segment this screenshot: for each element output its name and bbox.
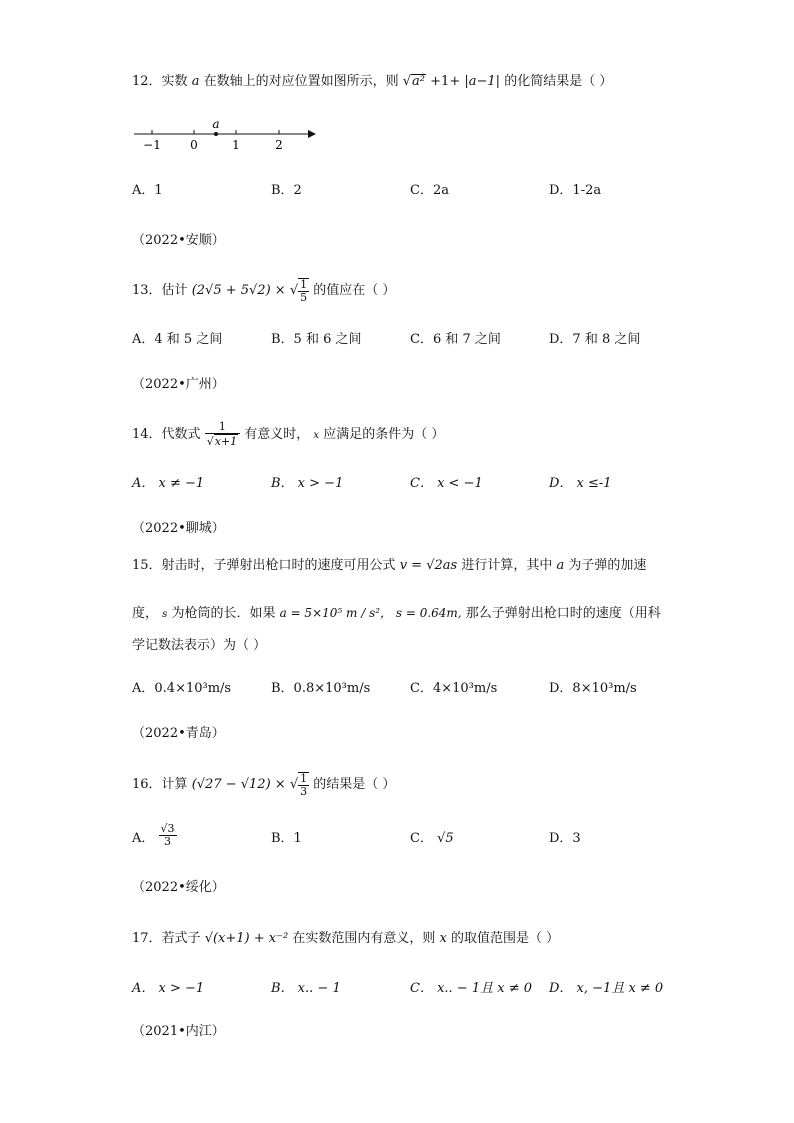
q15-line1-end: 为子弹的加速 <box>568 558 647 573</box>
q17-option-d: D． x, −1且 x ≠ 0 <box>549 981 664 996</box>
question-17-stem <box>132 929 559 949</box>
q14-frac-num: 1 <box>205 421 240 434</box>
q15-line1-suffix: 进行计算，其中 <box>461 558 553 573</box>
q13-option-b: B．5 和 6 之间 <box>271 332 362 347</box>
q16-option-a-num: √3 <box>160 822 175 835</box>
q15-options <box>132 679 692 699</box>
q14-option-b: B． x > −1 <box>271 476 344 491</box>
q12-mid: 在数轴上的对应位置如图所示，则 <box>203 74 399 89</box>
q16-option-a-frac <box>159 823 177 848</box>
q14-options <box>132 474 692 494</box>
q12-option-b: B．2 <box>271 183 302 198</box>
q16-prefix: 16．计算 <box>132 777 188 792</box>
q15-line3: 学记数法表示）为（ ） <box>132 638 267 653</box>
q12-number-line <box>132 116 322 156</box>
q13-sqrt-frac: √ $\frac{1}{5}$ <box>289 277 308 304</box>
q15-formula: v = √2as <box>399 558 458 573</box>
q12-suffix: 的化简结果是（ ） <box>504 74 613 89</box>
q16-option-b: B．1 <box>271 831 302 846</box>
q16-option-d: D．3 <box>549 831 581 846</box>
q16-suffix: 的结果是（ ） <box>313 777 396 792</box>
q12-options <box>132 181 692 201</box>
q13-prefix: 13．估计 <box>132 283 188 298</box>
q14-source: （2022•聊城） <box>132 521 225 536</box>
q15-option-c: C．4×10³m/s <box>410 681 498 696</box>
q12-prefix: 12．实数 <box>132 74 188 89</box>
q13-suffix: 的值应在（ ） <box>313 283 396 298</box>
q13-option-a: A．4 和 5 之间 <box>132 332 223 347</box>
question-13-stem <box>132 276 395 306</box>
q16-option-a-den: 3 <box>164 835 172 848</box>
q14-suffix: 应满足的条件为（ ） <box>323 427 445 442</box>
q15-option-a: A．0.4×10³m/s <box>132 681 232 696</box>
numberline-tick-0: 0 <box>190 138 198 152</box>
q16-option-c-label: C． <box>410 831 433 846</box>
q17-source: （2021•内江） <box>132 1024 225 1039</box>
q17-mid: 在实数范围内有意义，则 <box>292 931 436 946</box>
q12-option-c: C．2a <box>410 183 449 198</box>
q16-sqrt-frac: √ $\frac{1}{3}$ <box>289 771 308 798</box>
question-12-stem <box>132 72 612 92</box>
q15-given: a = 5×10⁵ m / s²， s = 0.64m, <box>279 606 462 620</box>
numberline-point-label: a <box>212 117 220 131</box>
q17-options <box>132 979 692 999</box>
q14-mid: 有意义时， <box>244 427 310 442</box>
question-15-line3 <box>132 636 266 656</box>
q15-var-a: a <box>556 558 565 573</box>
q17-expr: √(x+1) + x⁻² <box>204 931 289 946</box>
q15-line2-prefix: 度， <box>132 606 159 621</box>
q12-option-a: A．1 <box>132 183 163 198</box>
question-14-stem <box>132 420 444 451</box>
q17-option-c: C． x.. − 1且 x ≠ 0 <box>410 981 532 996</box>
q13-frac-den: 5 <box>300 290 308 304</box>
q15-line2-mid: 为枪筒的长．如果 <box>171 606 276 621</box>
q13-option-c: C．6 和 7 之间 <box>410 332 501 347</box>
q13-expr: (2√5 + 5√2) × <box>191 283 286 298</box>
q16-option-a <box>132 822 177 849</box>
q15-line1-prefix: 15．射击时，子弹射出枪口时的速度可用公式 <box>132 558 396 573</box>
q15-option-b: B．0.8×10³m/s <box>271 681 371 696</box>
q14-frac <box>205 421 240 449</box>
q13-frac-num: 1 <box>300 277 308 291</box>
q16-option-c <box>410 829 454 849</box>
q13-options <box>132 330 692 350</box>
q12-sqrt: √a² <box>402 74 426 89</box>
q17-option-b: B． x.. − 1 <box>271 981 341 996</box>
q17-suffix: 的取值范围是（ ） <box>450 931 560 946</box>
q12-abs: |a−1| <box>464 74 501 89</box>
numberline-tick-1: 1 <box>232 138 240 152</box>
q15-line2-suffix: 那么子弹射出枪口时的速度（用科 <box>465 606 661 621</box>
q15-option-d: D．8×10³m/s <box>549 681 637 696</box>
q16-frac-den: 3 <box>300 784 308 798</box>
q12-sqrt-content: a² <box>412 74 426 89</box>
q17-option-a: A． x > −1 <box>132 981 205 996</box>
q14-option-c: C． x < −1 <box>410 476 483 491</box>
q13-source: （2022•广州） <box>132 377 225 392</box>
numberline-tick-2: 2 <box>275 138 283 152</box>
q12-source: （2022•安顺） <box>132 233 225 248</box>
q15-source: （2022•青岛） <box>132 726 225 741</box>
q14-prefix: 14．代数式 <box>132 427 201 442</box>
q17-prefix: 17．若式子 <box>132 931 201 946</box>
question-16-stem <box>132 770 395 800</box>
q14-frac-den-wrap: √x+1 <box>206 434 238 448</box>
q14-option-a: A． x ≠ −1 <box>132 476 205 491</box>
numberline-tick-m1: −1 <box>143 138 161 152</box>
q16-source: （2022•绥化） <box>132 880 225 895</box>
q16-options <box>132 822 692 859</box>
q16-frac-num: 1 <box>300 771 308 785</box>
q12-var-a: a <box>191 74 200 89</box>
q15-var-s: s <box>162 609 168 620</box>
question-15-line1 <box>132 556 646 576</box>
question-15-line2 <box>132 603 661 625</box>
q14-frac-den: x+1 <box>214 434 238 448</box>
q13-option-d: D．7 和 8 之间 <box>549 332 641 347</box>
q17-var-x: x <box>439 931 447 946</box>
q16-option-a-label: A． <box>132 831 155 846</box>
q16-expr: (√27 − √12) × <box>191 777 286 792</box>
q14-var-x: x <box>313 430 320 441</box>
q14-option-d: D． x ≤-1 <box>549 476 612 491</box>
q12-plus1: +1+ <box>430 74 461 89</box>
q12-option-d: D．1-2a <box>549 183 602 198</box>
q16-option-c-expr: √5 <box>437 831 454 846</box>
